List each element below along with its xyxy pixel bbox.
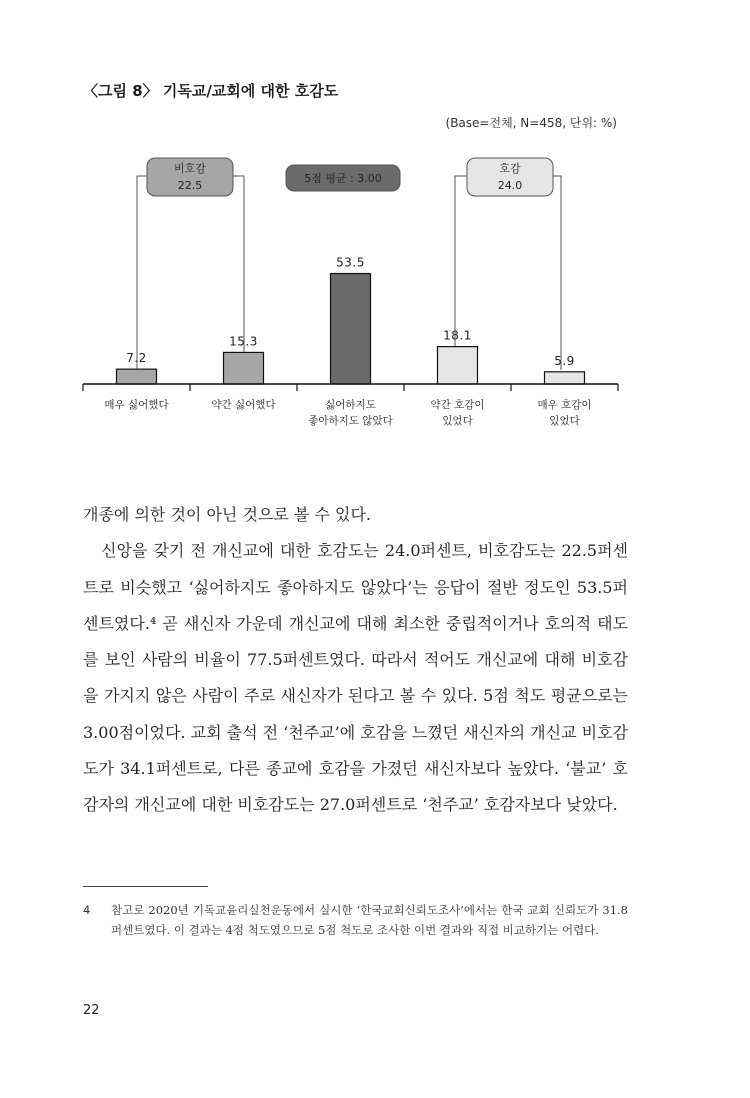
- figure-base-note: (Base=전체, N=458, 단위: %): [445, 116, 617, 130]
- category-label: 있었다: [549, 415, 580, 427]
- footnote-divider: [83, 886, 208, 887]
- bar: [117, 369, 157, 384]
- body-paragraph: 개종에 의한 것이 아닌 것으로 볼 수 있다.: [83, 505, 371, 524]
- bracket-line: [455, 176, 467, 346]
- page-number: 22: [83, 1003, 100, 1018]
- bracket-line: [553, 176, 561, 370]
- annotation-average-label: 5점 평균 : 3.00: [304, 172, 382, 185]
- bar: [545, 372, 585, 384]
- footnote-text: 참고로 2020년 기독교윤리실천운동에서 실시한 ‘한국교회신뢰도조사’에서는 한국 교회 신뢰도가 31.8퍼센트였다. 이 결과는 4점 척도였으므로 5점 척도로 조사한 이번 결과와 직접 비교하기는 어렵다.: [111, 903, 628, 937]
- annotation-positive-label: 호감: [499, 162, 521, 175]
- bar-value-label: 53.5: [336, 255, 365, 270]
- bar-value-label: 5.9: [554, 353, 575, 368]
- annotation-positive-value: 24.0: [497, 179, 523, 192]
- bar-chart: [0, 0, 750, 460]
- bracket-line: [233, 176, 244, 352]
- category-label: 싫어하지도: [325, 399, 376, 411]
- category-label: 좋아하지도 않았다: [308, 415, 393, 427]
- category-label: 매우 호감이: [537, 399, 592, 411]
- category-label: 매우 싫어했다: [104, 399, 169, 411]
- category-label: 있었다: [442, 415, 473, 427]
- bar: [224, 352, 264, 384]
- bar: [438, 347, 478, 384]
- footnote: [83, 900, 628, 940]
- annotation-negative-value: 22.5: [177, 179, 203, 192]
- category-label: 약간 호감이: [430, 399, 485, 411]
- annotation-negative-label: 비호감: [174, 162, 206, 175]
- bar-value-label: 7.2: [126, 351, 147, 366]
- body-text: [83, 497, 628, 824]
- figure-title: 〈그림 8〉 기독교/교회에 대한 호감도: [83, 82, 339, 100]
- body-paragraph: 신앙을 갖기 전 개신교에 대한 호감도는 24.0퍼센트, 비호감도는 22.5퍼센트로 비슷했고 ‘싫어하지도 좋아하지도 않았다’는 응답이 절반 정도인 53.5퍼센트였다.⁴ 곧 새신자 가운데 개신교에 대해 최소한 중립적이거나 호의적 태도를 보인 사람의 비율이 77.5퍼센트였다. 따라서 적어도 개신교에 대해 비호감을 가지지 않은 사람이 주로 새신자가 된다고 볼 수 있다. 5점 척도 평균으로는 3.00점이었다. 교회 출석 전 ‘천주교’에 호감을 느꼈던 새신자의 개신교 비호감도가 34.1퍼센트로, 다른 종교에 호감을 가졌던 새신자보다 높았다. ‘불교’ 호감자의 개신교에 대한 비호감도는 27.0퍼센트로 ‘천주교’ 호감자보다 낮았다.: [83, 541, 628, 815]
- footnote-number: 4: [83, 903, 91, 917]
- bar-value-label: 15.3: [229, 334, 258, 349]
- bracket-line: [137, 176, 147, 369]
- bar: [331, 274, 371, 384]
- category-label: 약간 싫어했다: [211, 399, 276, 411]
- bar-value-label: 18.1: [443, 328, 472, 343]
